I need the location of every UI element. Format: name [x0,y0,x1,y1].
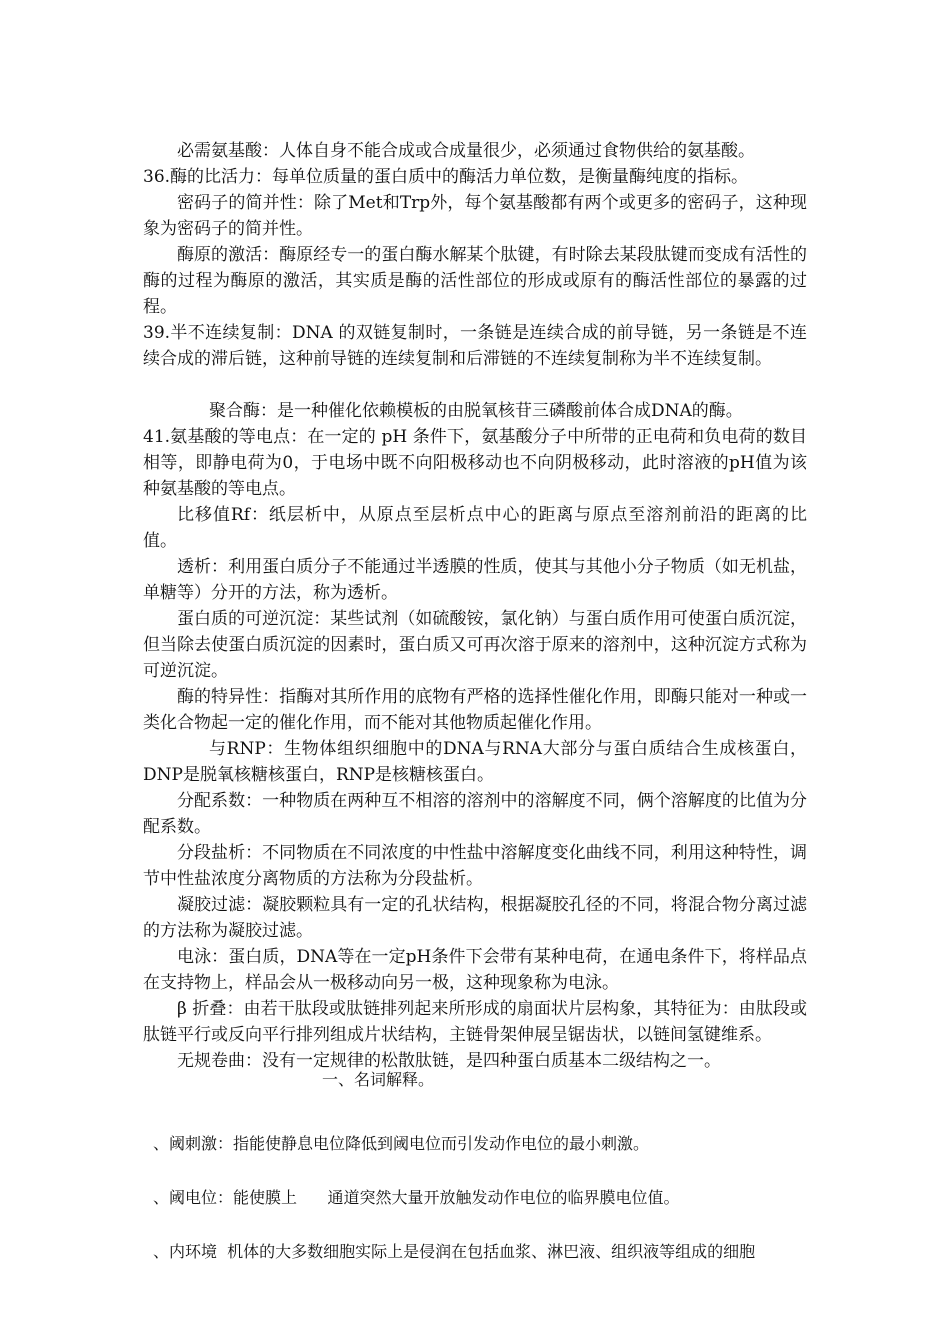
definition-threshold-stimulus: 、阈刺激：指能使静息电位降低到阈电位而引发动作电位的最小刺激。 [153,1134,650,1153]
paragraph-beta-sheet: β 折叠：由若干肽段或肽链排列起来所形成的扇面状片层构象，其特征为：由肽段或肽链平行或反向平行排列组成片状结构，主链骨架伸展呈锯齿状，以链间氢键维系。 [143,999,807,1045]
definition-internal-environment: 、内环境 机体的大多数细胞实际上是侵润在包括血浆、淋巴液、组织液等组成的细胞 [153,1242,756,1261]
paragraph-dialysis: 透析：利用蛋白质分子不能通过半透膜的性质，使其与其他小分子物质（如无机盐，单糖等）分开的方法，称为透析。 [143,557,807,603]
paragraph-zymogen-activation: 酶原的激活：酶原经专一的蛋白酶水解某个肽键，有时除去某段肽键而变成有活性的酶的过程为酶原的激活，其实质是酶的活性部位的形成或原有的酶活性部位的暴露的过程。 [143,245,807,317]
paragraph-fractional-salting-out: 分段盐析：不同物质在不同浓度的中性盐中溶解度变化曲线不同，利用这种特性，调节中性盐浓度分离物质的方法称为分段盐析。 [143,843,807,889]
paragraph-codon-degeneracy: 密码子的简并性：除了Met和Trp外，每个氨基酸都有两个或更多的密码子，这种现象为密码子的简并性。 [143,193,807,239]
paragraph-random-coil: 无规卷曲：没有一定规律的松散肽链，是四种蛋白质基本二级结构之一。 [177,1051,721,1071]
paragraph-isoelectric-point: 41.氨基酸的等电点：在一定的 pH 条件下，氨基酸分子中所带的正电荷和负电荷的数目相等，即静电荷为0，于电场中既不向阳极移动也不向阴极移动，此时溶液的pH值为该种氨基酸的等电点。 [143,427,807,499]
paragraph-gel-filtration: 凝胶过滤：凝胶颗粒具有一定的孔状结构，根据凝胶孔径的不同，将混合物分离过滤的方法称为凝胶过滤。 [143,895,807,941]
definition-threshold-potential: 、阈电位：能使膜上 通道突然大量开放触发动作电位的临界膜电位值。 [153,1188,680,1207]
paragraph-reversible-precipitation: 蛋白质的可逆沉淀：某些试剂（如硫酸铵，氯化钠）与蛋白质作用可使蛋白质沉淀，但当除去使蛋白质沉淀的因素时，蛋白质又可再次溶于原来的溶剂中，这种沉淀方式称为可逆沉淀。 [143,609,807,681]
paragraph-polymerase: 聚合酶：是一种催化依赖模板的由脱氧核苷三磷酸前体合成DNA的酶。 [209,401,743,421]
paragraph-essential-amino-acid: 必需氨基酸：人体自身不能合成或合成量很少，必须通过食物供给的氨基酸。 [177,141,755,161]
paragraph-dnp-rnp: 与RNP：生物体组织细胞中的DNA与RNA大部分与蛋白质结合生成核蛋白，DNP是脱氧核糖核蛋白，RNP是核糖核蛋白。 [143,739,807,785]
paragraph-rf-value: 比移值Rf：纸层析中，从原点至层析点中心的距离与原点至溶剂前沿的距离的比值。 [143,505,807,551]
paragraph-partition-coefficient: 分配系数：一种物质在两种互不相溶的溶剂中的溶解度不同，俩个溶解度的比值为分配系数。 [143,791,807,837]
section-heading: 一、名词解释。 [322,1070,435,1089]
paragraph-semi-discontinuous-replication: 39.半不连续复制：DNA 的双链复制时，一条链是连续合成的前导链，另一条链是不连续合成的滞后链，这种前导链的连续复制和后滞链的不连续复制称为半不连续复制。 [143,323,807,369]
paragraph-enzyme-specific-activity: 36.酶的比活力：每单位质量的蛋白质中的酶活力单位数，是衡量酶纯度的指标。 [143,167,749,187]
paragraph-enzyme-specificity: 酶的特异性：指酶对其所作用的底物有严格的选择性催化作用，即酶只能对一种或一类化合物起一定的催化作用，而不能对其他物质起催化作用。 [143,687,807,733]
paragraph-electrophoresis: 电泳：蛋白质，DNA等在一定pH条件下会带有某种电荷，在通电条件下，将样品点在支持物上，样品会从一极移动向另一极，这种现象称为电泳。 [143,947,807,993]
